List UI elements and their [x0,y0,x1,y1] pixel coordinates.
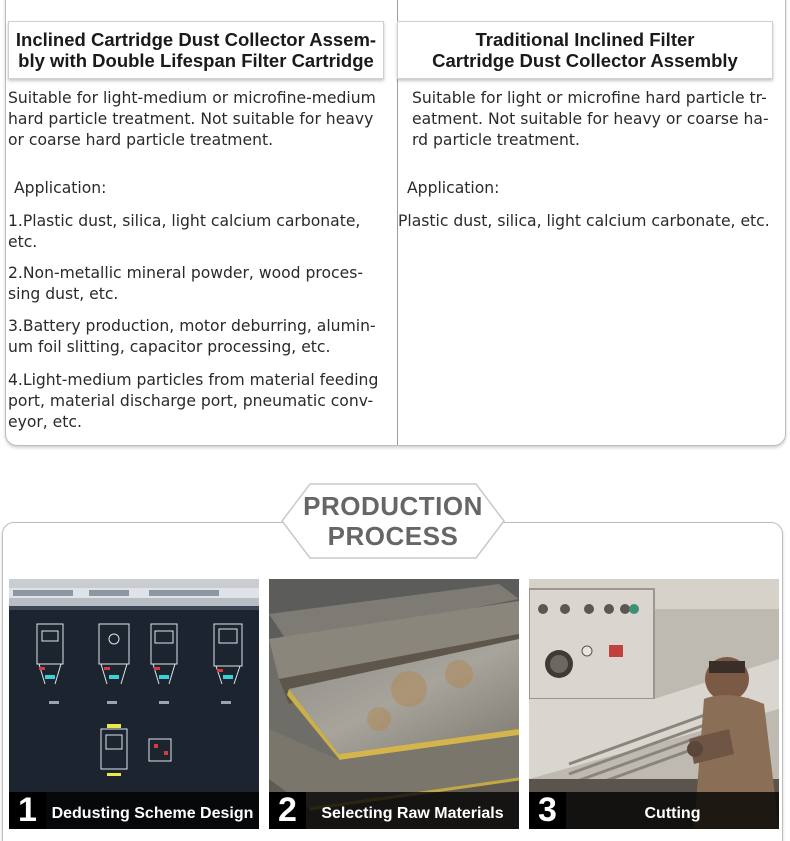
process-title-line-2: PROCESS [327,521,459,551]
text-line: 4.Light-medium particles from material feeding [8,371,379,389]
right-title-line-1: Traditional Inclined Filter [475,29,695,50]
process-title-line-1: PRODUCTION [303,491,483,521]
process-step-3 [529,579,779,829]
text-line: eatment. Not suitable for heavy or coarse ha- [412,110,769,128]
right-application-label: Application: [407,179,500,197]
process-step-2 [269,579,519,829]
right-title-line-2: Cartridge Dust Collector Assembly [432,50,738,71]
step-number: 3 [529,792,566,829]
left-title-line-1: Inclined Cartridge Dust Collector Assem- [15,29,377,50]
step-number: 2 [269,792,306,829]
left-application-3 [8,316,392,358]
left-application-4 [8,370,392,433]
step-label: Cutting [644,805,701,822]
right-application-text: Plastic dust, silica, light calcium carbonate, etc. [398,212,770,230]
left-column-title [8,21,384,79]
text-line: Suitable for light or microfine hard particle tr- [412,89,767,107]
text-line: eyor, etc. [8,413,82,431]
process-step-1 [9,579,259,829]
left-title-line-2: bly with Double Lifespan Filter Cartridge [18,50,374,71]
step-number: 1 [9,792,46,829]
text-line: 2.Non-metallic mineral powder, wood proces- [8,264,363,282]
left-description [8,88,392,151]
text-line: um foil slitting, capacitor processing, etc. [8,338,331,356]
text-line: Suitable for light-medium or microfine-medium [8,89,376,107]
left-application-2 [8,263,392,305]
text-line: etc. [8,233,38,251]
step-label: Dedusting Scheme Design [51,805,254,822]
text-line: port, material discharge port, pneumatic conv- [8,392,374,410]
right-description [412,88,780,151]
right-column-title [397,21,773,79]
text-line: sing dust, etc. [8,285,119,303]
step-label: Selecting Raw Materials [321,805,504,822]
text-line: 1.Plastic dust, silica, light calcium carbonate, [8,212,361,230]
text-line: or coarse hard particle treatment. [8,131,274,149]
text-line: rd particle treatment. [412,131,580,149]
text-line: hard particle treatment. Not suitable for heavy [8,110,374,128]
left-application-1 [8,211,392,253]
text-line: 3.Battery production, motor deburring, alumin- [8,317,376,335]
production-process-title [280,482,506,560]
left-application-label: Application: [14,179,107,197]
